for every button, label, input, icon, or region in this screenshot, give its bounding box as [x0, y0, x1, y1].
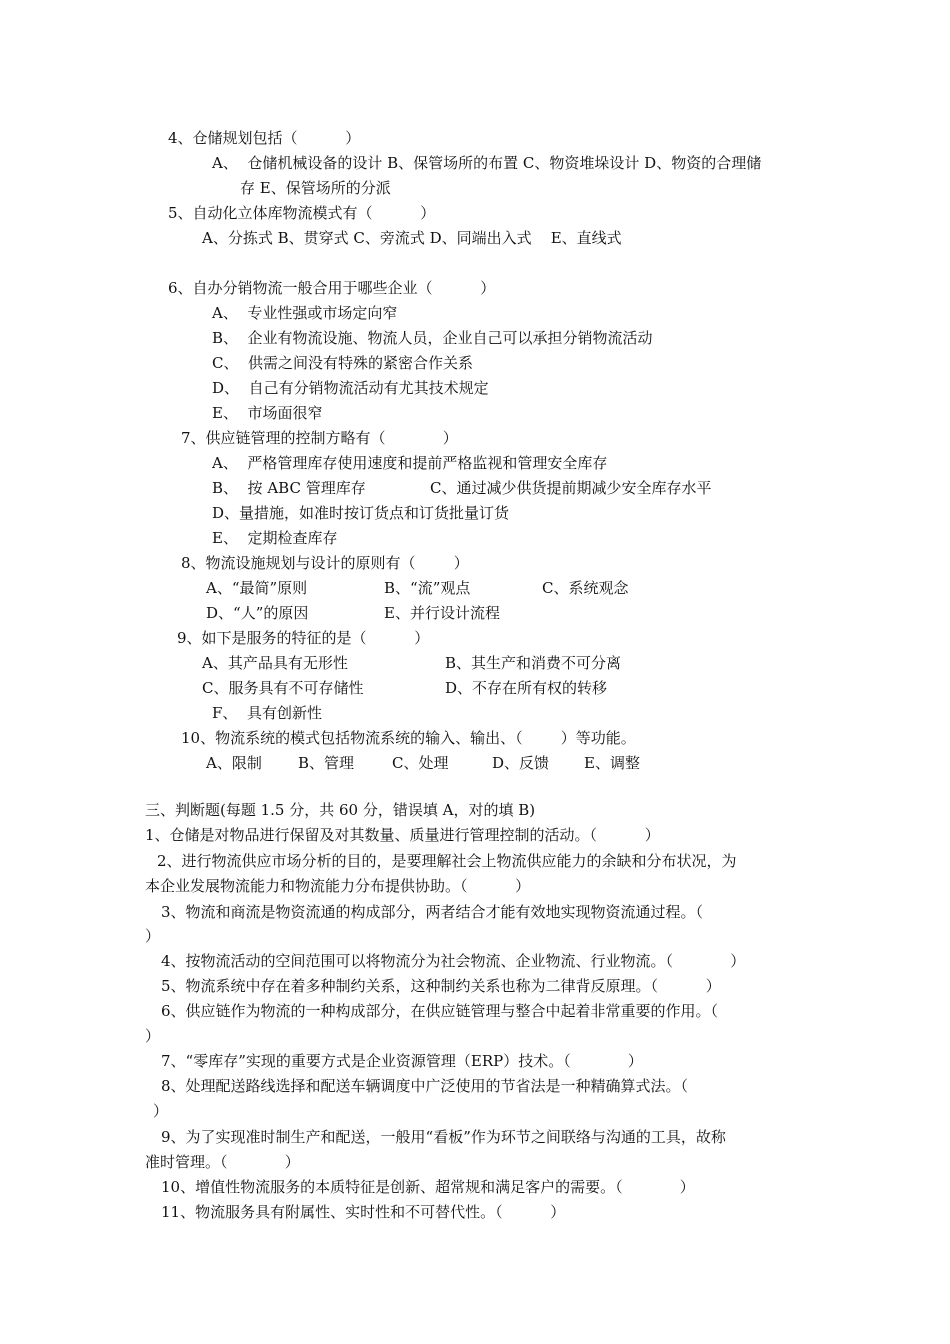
question-6-option-e: E、 市场面很窄	[212, 404, 323, 422]
judgement-3-cont: ）	[145, 927, 161, 945]
judgement-6: 6、供应链作为物流的一种构成部分，在供应链管理与整合中起着非常重要的作用。（	[161, 1002, 719, 1020]
question-8: 8、物流设施规划与设计的原则有（ ）	[181, 554, 469, 572]
judgement-7: 7、“零库存”实现的重要方式是企业资源管理（ERP）技术。（ ）	[161, 1052, 643, 1070]
question-7-option-c: C、通过减少供货提前期减少安全库存水平	[430, 479, 712, 497]
question-6-option-d: D、 自己有分销物流活动有尤其技术规定	[212, 379, 489, 397]
question-4-options: A、 仓储机械设备的设计 B、保管场所的布置 C、物资堆垛设计 D、物资的合理储	[212, 154, 762, 172]
judgement-8: 8、处理配送路线选择和配送车辆调度中广泛使用的节省法是一种精确算式法。（	[161, 1077, 689, 1095]
question-9-option-d: D、不存在所有权的转移	[445, 679, 608, 697]
section-3-heading: 三、判断题(每题 1.5 分，共 60 分，错误填 A，对的填 B)	[145, 801, 536, 819]
question-7-option-e: E、 定期检查库存	[212, 529, 338, 547]
question-10-option-b: B、管理	[298, 754, 355, 772]
question-10: 10、物流系统的模式包括物流系统的输入、输出、（ ）等功能。	[181, 729, 636, 747]
question-5: 5、自动化立体库物流模式有（ ）	[168, 204, 436, 222]
question-10-option-d: D、反馈	[492, 754, 550, 772]
judgement-2-cont: 本企业发展物流能力和物流能力分布提供协助。（ ）	[145, 877, 531, 895]
question-7-option-d: D、量措施，如准时按订货点和订货批量订货	[212, 504, 510, 522]
question-8-option-d: D、“人”的原因	[206, 604, 309, 622]
question-8-option-a: A、“最简”原则	[206, 579, 308, 597]
question-10-option-a: A、限制	[206, 754, 262, 772]
question-9-option-c: C、服务具有不可存储性	[202, 679, 364, 697]
judgement-5: 5、物流系统中存在着多种制约关系，这种制约关系也称为二律背反原理。（ ）	[161, 977, 721, 995]
judgement-9-cont: 准时管理。（ ）	[145, 1153, 300, 1171]
question-9-option-f: F、 具有创新性	[212, 704, 322, 722]
question-6-option-b: B、 企业有物流设施、物流人员，企业自己可以承担分销物流活动	[212, 329, 653, 347]
judgement-3: 3、物流和商流是物资流通的构成部分，两者结合才能有效地实现物资流通过程。（	[161, 903, 704, 921]
question-10-option-c: C、处理	[392, 754, 449, 772]
question-7: 7、供应链管理的控制方略有（ ）	[181, 429, 458, 447]
question-6-option-c: C、 供需之间没有特殊的紧密合作关系	[212, 354, 474, 372]
judgement-10: 10、增值性物流服务的本质特征是创新、超常规和满足客户的需要。（ ）	[161, 1178, 695, 1196]
judgement-11: 11、物流服务具有附属性、实时性和不可替代性。（ ）	[161, 1203, 566, 1221]
question-5-options: A、分拣式 B、贯穿式 C、旁流式 D、同端出入式 E、直线式	[202, 229, 622, 247]
question-10-option-e: E、调整	[584, 754, 640, 772]
question-6: 6、自办分销物流一般合用于哪些企业（ ）	[168, 279, 496, 297]
question-7-option-a: A、 严格管理库存使用速度和提前严格监视和管理安全库存	[212, 454, 608, 472]
judgement-1: 1、仓储是对物品进行保留及对其数量、质量进行管理控制的活动。（ ）	[145, 826, 660, 844]
question-6-option-a: A、 专业性强或市场定向窄	[212, 304, 398, 322]
question-9-option-b: B、其生产和消费不可分离	[445, 654, 622, 672]
judgement-9: 9、为了实现准时制生产和配送，一般用“看板”作为环节之间联络与沟通的工具，故称	[161, 1128, 726, 1146]
question-9: 9、如下是服务的特征的是（ ）	[177, 629, 430, 647]
judgement-6-cont: ）	[145, 1027, 161, 1045]
question-4: 4、仓储规划包括（ ）	[168, 129, 361, 147]
question-8-option-c: C、系统观念	[542, 579, 629, 597]
judgement-2: 2、进行物流供应市场分析的目的，是要理解社会上物流供应能力的余缺和分布状况，为	[157, 852, 737, 870]
judgement-4: 4、按物流活动的空间范围可以将物流分为社会物流、企业物流、行业物流。（ ）	[161, 952, 746, 970]
question-8-option-b: B、“流”观点	[384, 579, 471, 597]
question-9-option-a: A、其产品具有无形性	[202, 654, 348, 672]
question-7-option-b: B、 按 ABC 管理库存	[212, 479, 366, 497]
judgement-8-cont: ）	[153, 1102, 169, 1120]
question-8-option-e: E、并行设计流程	[384, 604, 500, 622]
question-4-options-cont: 存 E、保管场所的分派	[240, 179, 391, 197]
